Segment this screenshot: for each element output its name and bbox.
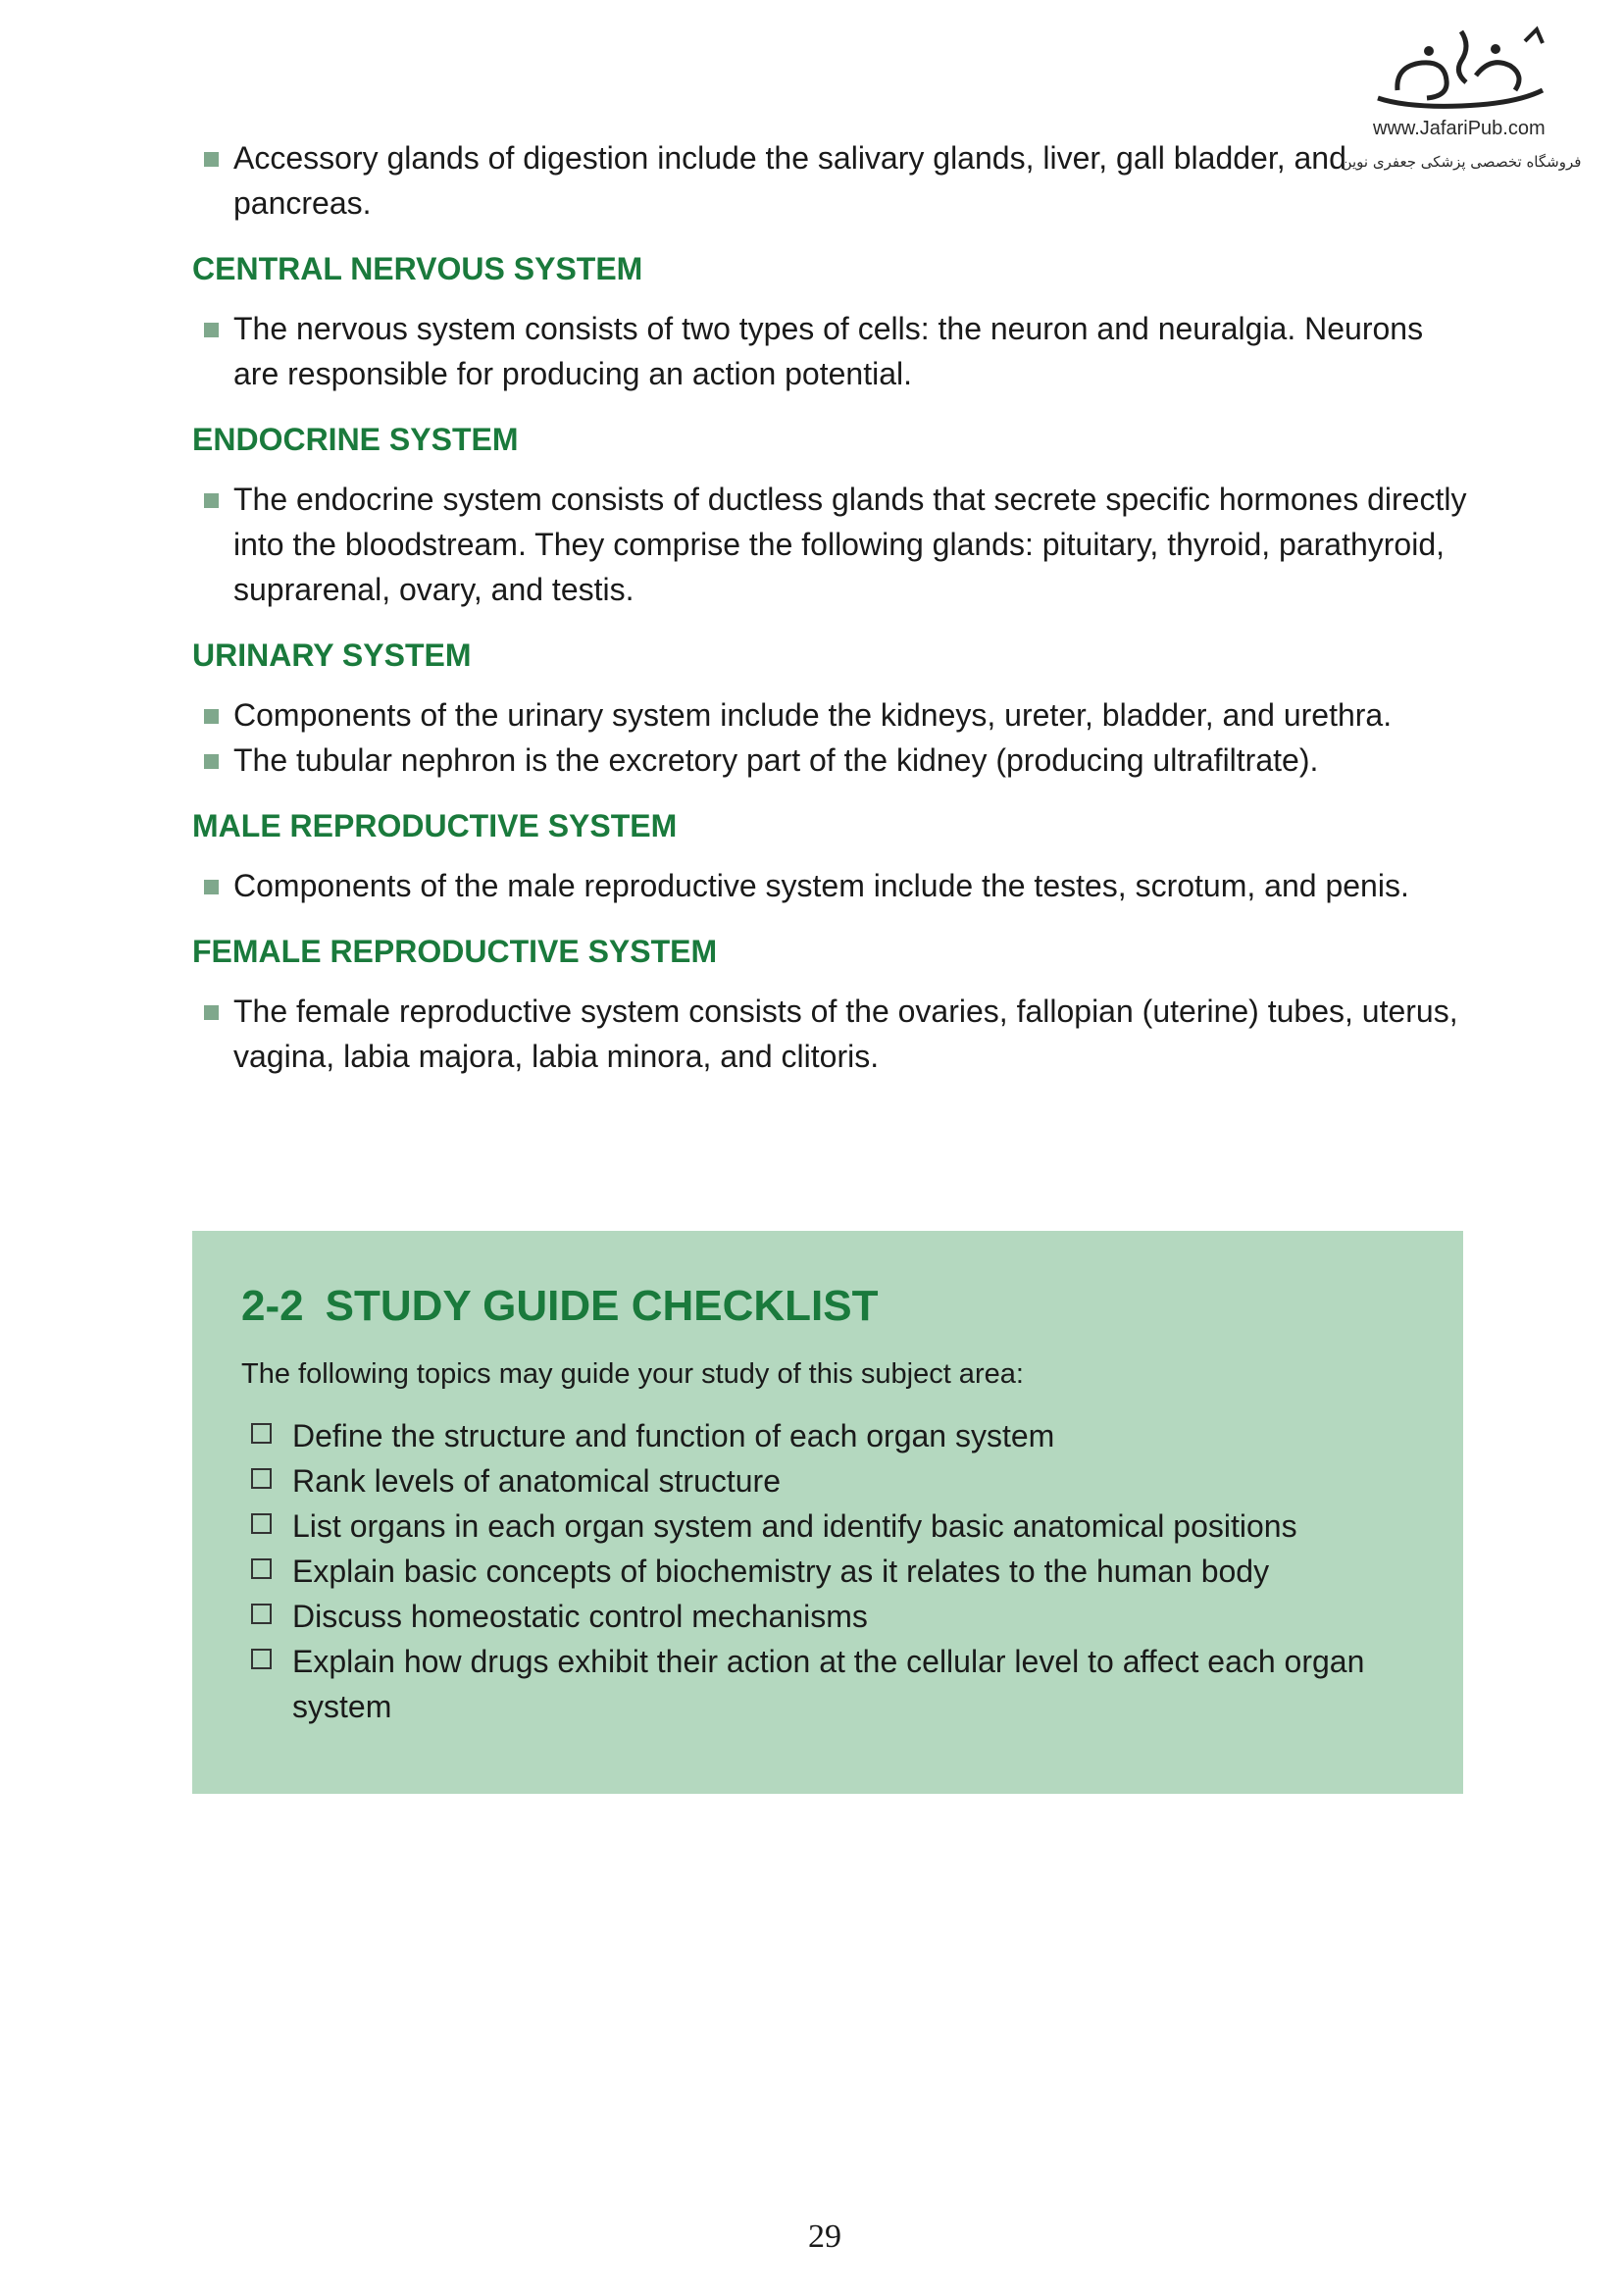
page-number: 29 [808,2218,841,2255]
checkbox-icon[interactable] [251,1468,272,1489]
publisher-subtitle: فروشگاه تخصصی پزشکی جعفری نوین [1341,153,1582,171]
section-bullet-list [192,989,1467,1079]
bullet-text: The nervous system consists of two types of cells: the neuron and neuralgia. Neurons are responsible for producing an action potential. [233,311,1424,391]
bullet-square-icon [204,709,219,724]
section-heading-female-reproductive-system: FEMALE REPRODUCTIVE SYSTEM [192,934,718,969]
list-item [192,738,1467,783]
checklist-item-text: List organs in each organ system and identify basic anatomical positions [292,1508,1297,1544]
checklist-item-text: Define the structure and function of each organ system [292,1418,1055,1453]
checklist-item [241,1594,1416,1639]
section-heading-endocrine-system: ENDOCRINE SYSTEM [192,422,519,457]
section-bullet-list [192,863,1467,908]
bullet-text: Accessory glands of digestion include the salivary glands, liver, gall bladder, and pancreas. [233,140,1346,221]
checkbox-icon[interactable] [251,1649,272,1669]
bullet-square-icon [204,1005,219,1020]
checklist-item [241,1504,1416,1549]
checkbox-icon[interactable] [251,1604,272,1624]
section-bullet-list [192,692,1467,783]
study-guide-box [192,1231,1463,1794]
checkbox-icon[interactable] [251,1558,272,1579]
checklist-item-text: Rank levels of anatomical structure [292,1463,781,1499]
bullet-square-icon [204,493,219,508]
section-heading-male-reproductive-system: MALE REPRODUCTIVE SYSTEM [192,808,678,843]
checkbox-icon[interactable] [251,1513,272,1534]
bullet-text: The female reproductive system consists of the ovaries, fallopian (uterine) tubes, uterus, vagina, labia majora, labia minora, and clitoris. [233,994,1458,1074]
list-item [192,135,1467,226]
bullet-text: Components of the male reproductive system include the testes, scrotum, and penis. [233,868,1409,903]
study-guide-number: 2-2 [241,1282,304,1330]
study-guide-title [241,1280,1416,1333]
study-guide-title-text: STUDY GUIDE CHECKLIST [325,1282,879,1330]
intro-bullet-list [192,135,1467,226]
checklist-item [241,1458,1416,1504]
bullet-square-icon [204,754,219,769]
bullet-square-icon [204,323,219,337]
study-guide-intro: The following topics may guide your study of this subject area: [241,1358,1024,1390]
bullet-square-icon [204,152,219,167]
checkbox-icon[interactable] [251,1423,272,1444]
study-guide-checklist [241,1413,1416,1729]
checklist-item [241,1413,1416,1458]
checklist-item-text: Discuss homeostatic control mechanisms [292,1599,868,1634]
page-content [192,135,1467,1079]
section-heading-urinary-system: URINARY SYSTEM [192,637,472,673]
checklist-item-text: Explain how drugs exhibit their action at the cellular level to affect each organ system [292,1644,1365,1724]
list-item [192,989,1467,1079]
section-bullet-list [192,306,1467,396]
list-item [192,863,1467,908]
bullet-text: Components of the urinary system include the kidneys, ureter, bladder, and urethra. [233,697,1393,733]
publisher-url: www.JafariPub.com [1373,118,1546,139]
publisher-logo-icon [1368,22,1554,115]
section-bullet-list [192,477,1467,612]
checklist-item [241,1549,1416,1594]
bullet-square-icon [204,880,219,894]
section-heading-central-nervous-system: CENTRAL NERVOUS SYSTEM [192,251,643,286]
bullet-text: The endocrine system consists of ductless glands that secrete specific hormones directly into the bloodstream. They comprise the following glands: pituitary, thyroid, parathyroid, suprarenal, ovary, and testis. [233,482,1467,607]
list-item [192,692,1467,738]
list-item [192,477,1467,612]
checklist-item-text: Explain basic concepts of biochemistry as it relates to the human body [292,1554,1270,1589]
list-item [192,306,1467,396]
checklist-item [241,1639,1416,1729]
bullet-text: The tubular nephron is the excretory part of the kidney (producing ultrafiltrate). [233,742,1319,778]
